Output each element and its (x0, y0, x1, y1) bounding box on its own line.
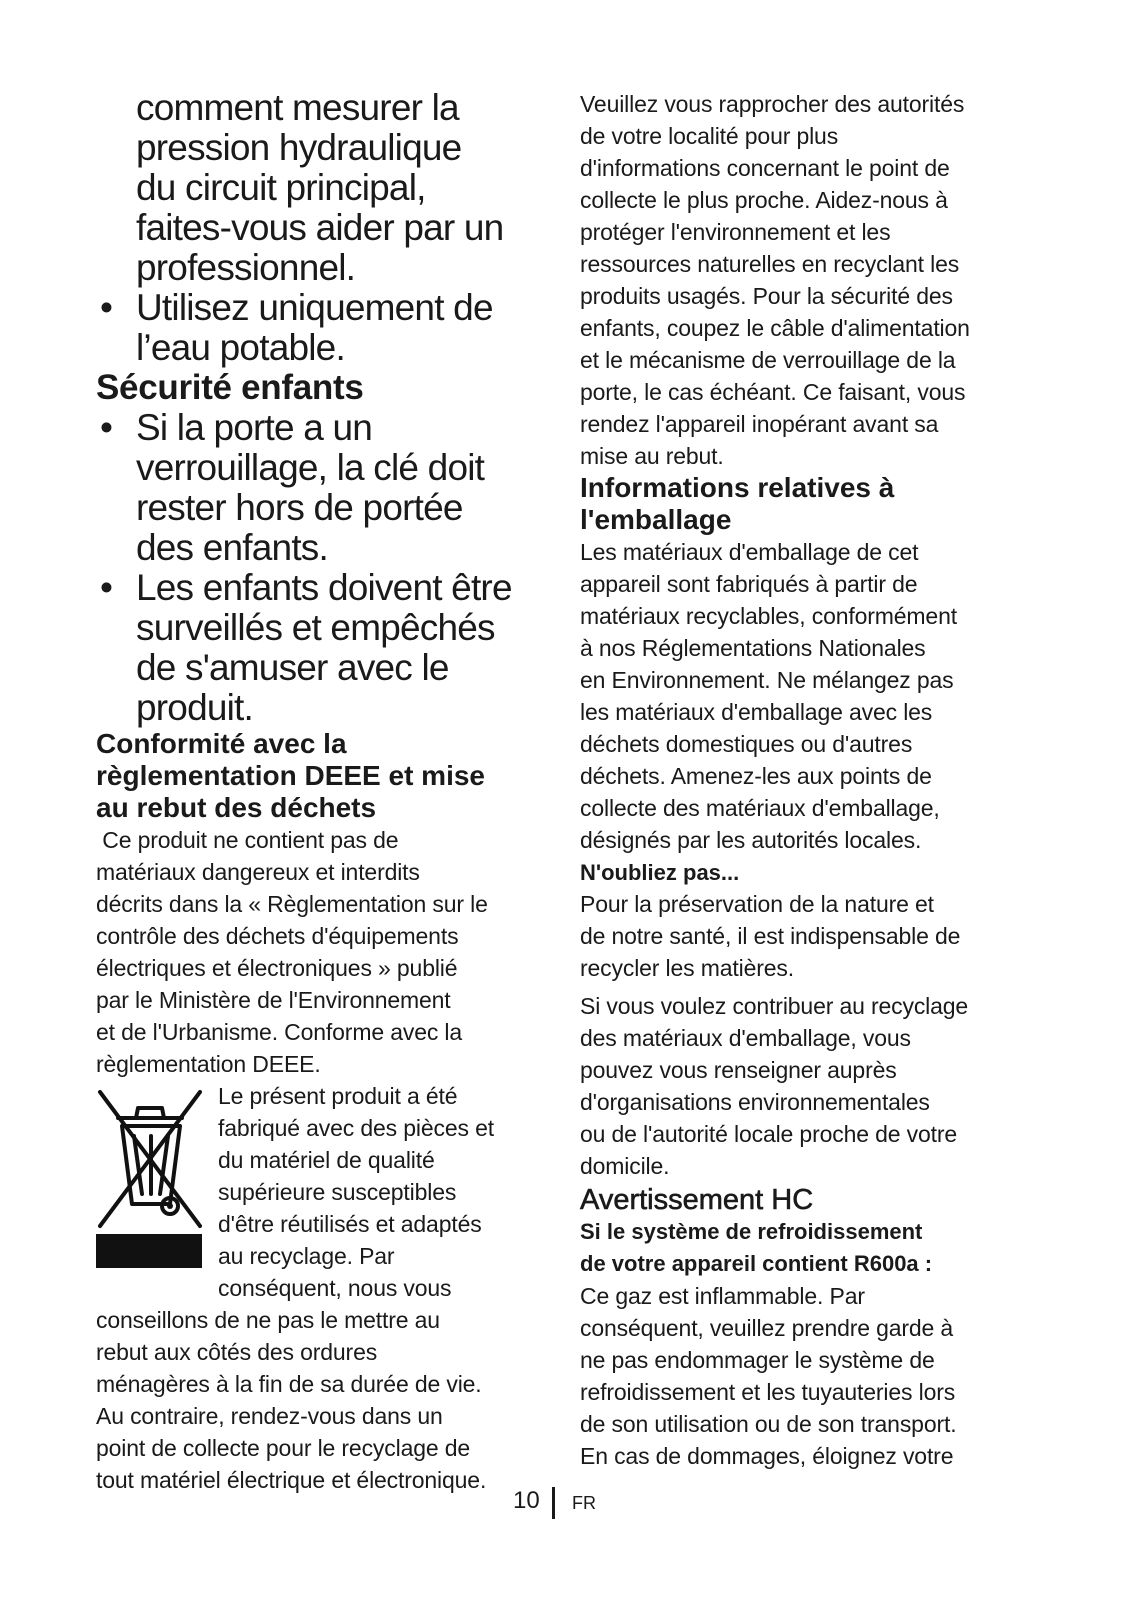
hc-paragraph (580, 1280, 1040, 1472)
heading-packaging (580, 472, 1040, 536)
text-line: matériaux dangereux et interdits (96, 859, 420, 885)
heading-line: au rebut des déchets (96, 792, 377, 823)
text-line: déchets. Amenez-les aux points de (580, 763, 932, 789)
heading-line: Informations relatives à (580, 472, 895, 503)
heading-child-safety: Sécurité enfants (96, 368, 364, 407)
text-line: des matériaux d'emballage, vous (580, 1025, 911, 1051)
text-line: pouvez vous renseigner auprès (580, 1057, 897, 1083)
text-line: En cas de dommages, éloignez votre (580, 1443, 954, 1469)
text-line: électriques et électroniques » publié (96, 955, 458, 981)
text-line: Si vous voulez contribuer au recyclage (580, 993, 969, 1019)
text-line: pression hydraulique (136, 127, 462, 168)
text-line: en Environnement. Ne mélangez pas (580, 667, 954, 693)
weee-black-bar (96, 1234, 202, 1268)
text-line: Si la porte a un (136, 407, 373, 448)
contribute-paragraph (580, 990, 1040, 1182)
text-line: collecte le plus proche. Aidez-nous à (580, 187, 948, 213)
text-line: conseillons de ne pas le mettre au (96, 1307, 440, 1333)
bullet-continuation (96, 88, 548, 288)
text-line: Pour la préservation de la nature et (580, 891, 934, 917)
text-line: Les enfants doivent être (136, 567, 512, 608)
text-line: Le présent produit a été (218, 1083, 458, 1109)
heading-line: l'emballage (580, 504, 732, 535)
bullet-item-water (96, 288, 548, 368)
text-line: conséquent, nous vous (218, 1275, 452, 1301)
text-line: règlementation DEEE. (96, 1051, 321, 1077)
bullet-item-door-lock (96, 408, 548, 568)
text-line: ressources naturelles en recyclant les (580, 251, 960, 277)
text-line: verrouillage, la clé doit (136, 447, 485, 488)
text-line: au recyclage. Par (218, 1243, 395, 1269)
text-line: conséquent, veuillez prendre garde à (580, 1315, 954, 1341)
heading-line: Conformité avec la (96, 728, 347, 759)
text-line: fabriqué avec des pièces et (218, 1115, 494, 1141)
page-number: 10 (513, 1487, 540, 1514)
weee-paragraph (96, 824, 548, 1080)
left-column (96, 88, 548, 1496)
text-line: d'être réutilisés et adaptés (218, 1211, 482, 1237)
text-line: porte, le cas échéant. Ce faisant, vous (580, 379, 966, 405)
text-line: domicile. (580, 1153, 670, 1179)
bullet-icon: • (100, 287, 113, 328)
text-line: par le Ministère de l'Environnement (96, 987, 451, 1013)
heading-line: règlementation DEEE et mise (96, 760, 486, 791)
text-line: ou de l'autorité locale proche de votre (580, 1121, 958, 1147)
text-line: refroidissement et les tuyauteries lors (580, 1379, 956, 1405)
dont-forget-paragraph (580, 888, 1040, 984)
bullet-icon: • (100, 407, 113, 448)
text-line: professionnel. (136, 247, 356, 288)
text-line: Ce produit ne contient pas de (96, 827, 399, 853)
text-line: comment mesurer la (136, 87, 459, 128)
text-line: de votre localité pour plus (580, 123, 839, 149)
text-line: recycler les matières. (580, 955, 794, 981)
page-footer (0, 1485, 1128, 1525)
text-line: ne pas endommager le système de (580, 1347, 935, 1373)
text-line: rester hors de portée (136, 487, 463, 528)
text-line: de s'amuser avec le (136, 647, 449, 688)
text-line: et le mécanisme de verrouillage de la (580, 347, 956, 373)
text-line: du circuit principal, (136, 167, 426, 208)
bullet-icon: • (100, 567, 113, 608)
text-line: rendez l'appareil inopérant avant sa (580, 411, 939, 437)
packaging-paragraph (580, 536, 1040, 856)
text-line: mise au rebut. (580, 443, 724, 469)
text-line: à nos Réglementations Nationales (580, 635, 926, 661)
text-line: Veuillez vous rapprocher des autorités (580, 91, 965, 117)
text-line: ménagères à la fin de sa durée de vie. (96, 1371, 482, 1397)
text-line: Ce gaz est inflammable. Par (580, 1283, 865, 1309)
text-line: protéger l'environnement et les (580, 219, 891, 245)
text-line: tout matériel électrique et électronique. (96, 1467, 487, 1493)
text-line: faites-vous aider par un (136, 207, 504, 248)
text-line: produits usagés. Pour la sécurité des (580, 283, 953, 309)
text-line: supérieure susceptibles (218, 1179, 457, 1205)
hc-subheading (580, 1216, 1040, 1280)
text-line: appareil sont fabriqués à partir de (580, 571, 918, 597)
text-line: surveillés et empêchés (136, 607, 495, 648)
text-line: de son utilisation ou de son transport. (580, 1411, 957, 1437)
text-line: désignés par les autorités locales. (580, 827, 922, 853)
weee-icon-block (96, 1080, 548, 1304)
text-line: du matériel de qualité (218, 1147, 435, 1173)
right-column (580, 88, 1040, 1472)
text-line: Utilisez uniquement de (136, 287, 493, 328)
text-line: déchets domestiques ou d'autres (580, 731, 913, 757)
text-line: Au contraire, rendez-vous dans un (96, 1403, 443, 1429)
text-line: Les matériaux d'emballage de cet (580, 539, 919, 565)
text-line: collecte des matériaux d'emballage, (580, 795, 940, 821)
text-line: Si le système de refroidissement (580, 1219, 923, 1244)
weee-icon-text (218, 1080, 548, 1304)
heading-hc-warning: Avertissement HC (580, 1184, 814, 1216)
text-line: les matériaux d'emballage avec les (580, 699, 933, 725)
text-line: d'informations concernant le point de (580, 155, 950, 181)
text-line: l’eau potable. (136, 327, 345, 368)
text-line: décrits dans la « Règlementation sur le (96, 891, 488, 917)
text-line: matériaux recyclables, conformément (580, 603, 957, 629)
footer-divider (552, 1487, 555, 1519)
text-line: des enfants. (136, 527, 328, 568)
text-line: de notre santé, il est indispensable de (580, 923, 961, 949)
text-line: et de l'Urbanisme. Conforme avec la (96, 1019, 463, 1045)
text-line: point de collecte pour le recyclage de (96, 1435, 471, 1461)
text-line: enfants, coupez le câble d'alimentation (580, 315, 970, 341)
heading-dont-forget: N'oubliez pas... (580, 860, 740, 885)
text-line: de votre appareil contient R600a : (580, 1251, 933, 1276)
bullet-item-children (96, 568, 548, 728)
heading-weee (96, 728, 548, 824)
authorities-paragraph (580, 88, 1040, 472)
language-code: FR (572, 1493, 596, 1513)
weee-after-paragraph (96, 1304, 548, 1496)
text-line: produit. (136, 687, 254, 728)
text-line: d'organisations environnementales (580, 1089, 930, 1115)
text-line: contrôle des déchets d'équipements (96, 923, 459, 949)
text-line: rebut aux côtés des ordures (96, 1339, 378, 1365)
